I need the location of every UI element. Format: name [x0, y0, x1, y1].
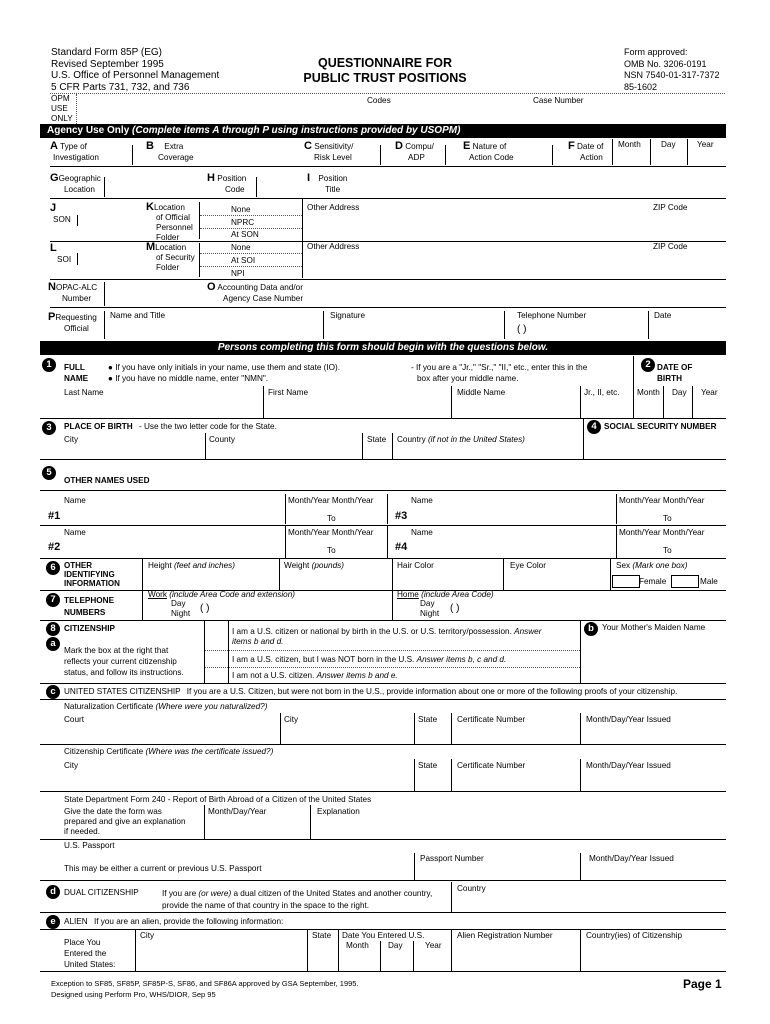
- q8-label: CITIZENSHIP: [64, 624, 115, 633]
- q8a-badge: a: [46, 637, 60, 651]
- k-at-son: At SON: [231, 230, 259, 239]
- q5-entry-4: #4: [395, 541, 408, 553]
- q6-male-checkbox[interactable]: [671, 575, 699, 588]
- approved-text: Form approved:: [624, 47, 688, 57]
- q8c-nat-date-label: Month/Day/Year Issued: [586, 715, 671, 724]
- q7-number-badge: 7: [46, 593, 60, 607]
- q8d-badge: d: [46, 885, 60, 899]
- q6-number-badge: 6: [46, 561, 60, 575]
- k-none: None: [231, 205, 251, 214]
- q8c-sdf-explanation-label: Explanation: [317, 807, 360, 816]
- q7-home-label: Home (include Area Code): [397, 590, 494, 599]
- q8c-nat-state-label: State: [418, 715, 438, 724]
- q6-height-label: Height (feet and inches): [148, 561, 235, 570]
- q8c-citizenship-cert-label: Citizenship Certificate (Where was the certificate issued?): [64, 747, 274, 756]
- q8c-cit-cert-label: Certificate Number: [457, 761, 526, 770]
- omb-info: [624, 47, 720, 93]
- q2-number-badge: 2: [641, 358, 655, 372]
- item-o: O Accounting Data and/or Agency Case Number: [207, 281, 304, 303]
- q7-work-day-night: Day Night: [171, 599, 191, 618]
- m-at-soi: At SOI: [231, 256, 256, 265]
- q5-1-dates-label: Month/Year Month/Year: [288, 496, 374, 505]
- q6-female-label: Female: [639, 577, 667, 586]
- item-g: GGeographic Location: [50, 172, 101, 194]
- q8c-cit-city-label: City: [64, 761, 79, 770]
- q8d-dual-label: DUAL CITIZENSHIP: [64, 888, 139, 897]
- item-i: I Position Title: [307, 172, 348, 194]
- q8c-cit-state-label: State: [418, 761, 438, 770]
- m-zip-code: ZIP Code: [653, 242, 688, 251]
- q3-county-label: County: [209, 435, 235, 444]
- case-number-label: Case Number: [533, 96, 584, 105]
- m-npi: NPI: [231, 269, 245, 278]
- q2-day-label: Day: [672, 388, 687, 397]
- q6-female-checkbox[interactable]: [612, 575, 640, 588]
- q6-label: OTHER IDENTIFYING INFORMATION: [64, 561, 120, 588]
- revised-date: Revised September 1995: [51, 58, 164, 70]
- footer-notes: Exception to SF85, SF85P, SF85P-S, SF86, and SF86A approved by GSA September, 1995. Designed using Perform Pro, WHS/DIOR, Sep 95: [51, 979, 359, 999]
- q8c-court-label: Court: [64, 715, 85, 724]
- q8e-date-entered-label: Date You Entered U.S.: [342, 931, 425, 940]
- q5-3-name-label: Name: [411, 496, 433, 505]
- f-day-label: Day: [661, 140, 676, 149]
- q6-hair-label: Hair Color: [397, 561, 434, 570]
- q1-middle-name-label: Middle Name: [457, 388, 506, 397]
- item-m: MLocation of Security Folder: [146, 241, 195, 272]
- q8b-maiden-name-label: Your Mother's Maiden Name: [602, 623, 706, 632]
- p-telephone: Telephone Number: [517, 311, 587, 320]
- q1-instructions: ● If you have only initials in your name, use them and state (IO). ● If you have no middle name, enter "NMN".: [108, 363, 341, 383]
- q4-label: SOCIAL SECURITY NUMBER: [604, 422, 717, 431]
- q8c-state-dept-form-label: State Department Form 240 - Report of Birth Abroad of a Citizen of the United States: [64, 795, 372, 804]
- q5-2-dates-label: Month/Year Month/Year: [288, 528, 374, 537]
- q4-number-badge: 4: [587, 420, 601, 434]
- nsn-number: NSN 7540-01-317-7372: [624, 70, 720, 80]
- f-year-label: Year: [697, 140, 714, 149]
- q8c-passport-note: This may be either a current or previous U.S. Passport: [64, 864, 262, 873]
- q7-work-label: Work (include Area Code and extension): [148, 590, 296, 599]
- q6-eye-label: Eye Color: [510, 561, 546, 570]
- q5-label: OTHER NAMES USED: [64, 476, 150, 485]
- q7-home-area: ( ): [450, 603, 460, 614]
- q8c-passport-number-label: Passport Number: [420, 854, 484, 863]
- persons-instruction-bar: Persons completing this form should begin with the questions below.: [40, 341, 726, 355]
- q8e-year-label: Year: [425, 941, 442, 950]
- codes-label: Codes: [367, 96, 391, 105]
- page-number: Page 1: [683, 977, 722, 991]
- q8d-instructions: If you are (or were) a dual citizen of the United States and another country, provide the name of that country in the space to the right.: [162, 889, 433, 910]
- q5-3-to: To: [663, 514, 672, 523]
- item-k: KLocation of Official Personnel Folder: [146, 201, 193, 242]
- q8a-instructions: Mark the box at the right that reflects your current citizenship status, and follow its instructions.: [64, 646, 184, 677]
- q7-work-area: ( ): [200, 603, 210, 614]
- q1-jr-label: Jr., II, etc.: [584, 388, 620, 397]
- q1-last-name-label: Last Name: [64, 388, 104, 397]
- q8c-sdf-instructions: Give the date the form was prepared and give an explanation if needed.: [64, 807, 186, 836]
- item-d: D Compu/ ADP: [395, 140, 434, 162]
- k-other-address: Other Address: [307, 203, 360, 212]
- q8-number-badge: 8: [46, 622, 60, 636]
- q3-country-label: Country (if not in the United States): [397, 435, 525, 444]
- q6-sex-label: Sex (Mark one box): [616, 561, 688, 570]
- item-b: B Extra Coverage: [146, 140, 194, 162]
- q6-male-label: Male: [700, 577, 718, 586]
- q8d-country-label: Country: [457, 884, 486, 893]
- m-none: None: [231, 243, 251, 252]
- q8e-month-label: Month: [346, 941, 369, 950]
- q5-4-to: To: [663, 546, 672, 555]
- item-l: L SOI: [50, 242, 72, 264]
- q2-month-label: Month: [637, 388, 660, 397]
- q8c-passport-date-label: Month/Day/Year Issued: [589, 854, 674, 863]
- form-identification: [51, 47, 219, 93]
- q8c-nat-city-label: City: [284, 715, 299, 724]
- p-date: Date: [654, 311, 672, 320]
- q5-1-to: To: [327, 514, 336, 523]
- q2-label: DATE OF BIRTH: [657, 363, 693, 383]
- q8e-city-label: City: [140, 931, 155, 940]
- item-n: NOPAC-ALC Number: [48, 281, 98, 303]
- q5-entry-1: #1: [48, 510, 61, 522]
- item-j: J SON: [50, 202, 71, 224]
- p-signature: Signature: [330, 311, 366, 320]
- q8e-alien-reg-label: Alien Registration Number: [457, 931, 553, 940]
- q8c-sdf-date-label: Month/Day/Year: [208, 807, 267, 816]
- item-a: A Type of Investigation: [50, 140, 99, 162]
- q3-label: PLACE OF BIRTH - Use the two letter code for the State.: [64, 422, 277, 431]
- p-telephone-area: ( ): [517, 324, 527, 335]
- q5-2-name-label: Name: [64, 528, 86, 537]
- q2-year-label: Year: [701, 388, 718, 397]
- q5-entry-3: #3: [395, 510, 408, 522]
- q7-label: TELEPHONE NUMBERS: [64, 596, 115, 617]
- q8b-badge: b: [584, 622, 598, 636]
- q5-4-dates-label: Month/Year Month/Year: [619, 528, 705, 537]
- k-nprc: NPRC: [231, 218, 255, 227]
- q1-label: FULL NAME: [64, 363, 89, 383]
- q8c-naturalization-label: Naturalization Certificate (Where were you naturalized?): [64, 702, 268, 711]
- q7-home-day-night: Day Night: [420, 599, 440, 618]
- q5-3-dates-label: Month/Year Month/Year: [619, 496, 705, 505]
- q8a-option-3: I am not a U.S. citizen. Answer items b and e.: [232, 671, 398, 680]
- f-month-label: Month: [618, 140, 641, 149]
- q8a-option-1: I am a U.S. citizen or national by birth in the U.S. or U.S. territory/possession. Answer items b and d.: [232, 627, 542, 646]
- q8c-nat-cert-label: Certificate Number: [457, 715, 526, 724]
- q5-entry-2: #2: [48, 541, 61, 553]
- item-c: C Sensitivity/ Risk Level: [304, 140, 354, 162]
- q8c-cit-date-label: Month/Day/Year Issued: [586, 761, 671, 770]
- agency-use-bar: Agency Use Only (Complete items A through P using instructions provided by USOPM): [40, 124, 726, 138]
- q5-1-name-label: Name: [64, 496, 86, 505]
- item-f: F Date of Action: [568, 140, 604, 162]
- q8c-label: UNITED STATES CITIZENSHIP If you are a U.S. Citizen, but were not born in the U.S., provide information about one or more of the following proofs of your citizenship.: [64, 687, 678, 696]
- q8e-place-entered: Place You Entered the United States:: [64, 938, 116, 969]
- q8a-option-2: I am a U.S. citizen, but I was NOT born in the U.S. Answer items b, c and d.: [232, 655, 507, 664]
- q3-city-label: City: [64, 435, 79, 444]
- q6-weight-label: Weight (pounds): [284, 561, 344, 570]
- q8e-countries-label: Country(ies) of Citizenship: [586, 931, 683, 940]
- item-p: PRequesting Official: [48, 311, 97, 333]
- item-e: E Nature of Action Code: [463, 140, 514, 162]
- q8e-label: ALIEN If you are an alien, provide the following information:: [64, 917, 284, 926]
- q1-jr-instructions: - If you are a "Jr.," "Sr.," "II," etc., enter this in the box after your middle name.: [411, 363, 588, 383]
- q3-state-label: State: [367, 435, 387, 444]
- omb-number: OMB No. 3206-0191: [624, 58, 707, 69]
- agency-name: U.S. Office of Personnel Management: [51, 70, 220, 81]
- item-h: H Position Code: [207, 172, 247, 194]
- m-other-address: Other Address: [307, 242, 360, 251]
- q8c-badge: c: [46, 685, 60, 699]
- q8c-passport-label: U.S. Passport: [64, 841, 115, 850]
- k-zip-code: ZIP Code: [653, 203, 688, 212]
- p-name-title: Name and Title: [110, 311, 166, 320]
- form-code: 85-1602: [624, 81, 658, 92]
- q8e-state-label: State: [312, 931, 332, 940]
- q5-4-name-label: Name: [411, 528, 433, 537]
- q1-first-name-label: First Name: [268, 388, 309, 397]
- q1-number-badge: 1: [42, 358, 56, 372]
- form-title: QUESTIONNAIRE FOR PUBLIC TRUST POSITIONS: [303, 56, 467, 85]
- q3-number-badge: 3: [42, 421, 56, 435]
- cfr-reference: 5 CFR Parts 731, 732, and 736: [51, 81, 190, 93]
- form-id: Standard Form 85P (EG): [51, 47, 162, 58]
- q8e-badge: e: [46, 915, 60, 929]
- q5-2-to: To: [327, 546, 336, 555]
- q5-number-badge: 5: [42, 466, 56, 480]
- opm-use-only: OPM USE ONLY: [51, 94, 73, 123]
- q8e-day-label: Day: [388, 941, 403, 950]
